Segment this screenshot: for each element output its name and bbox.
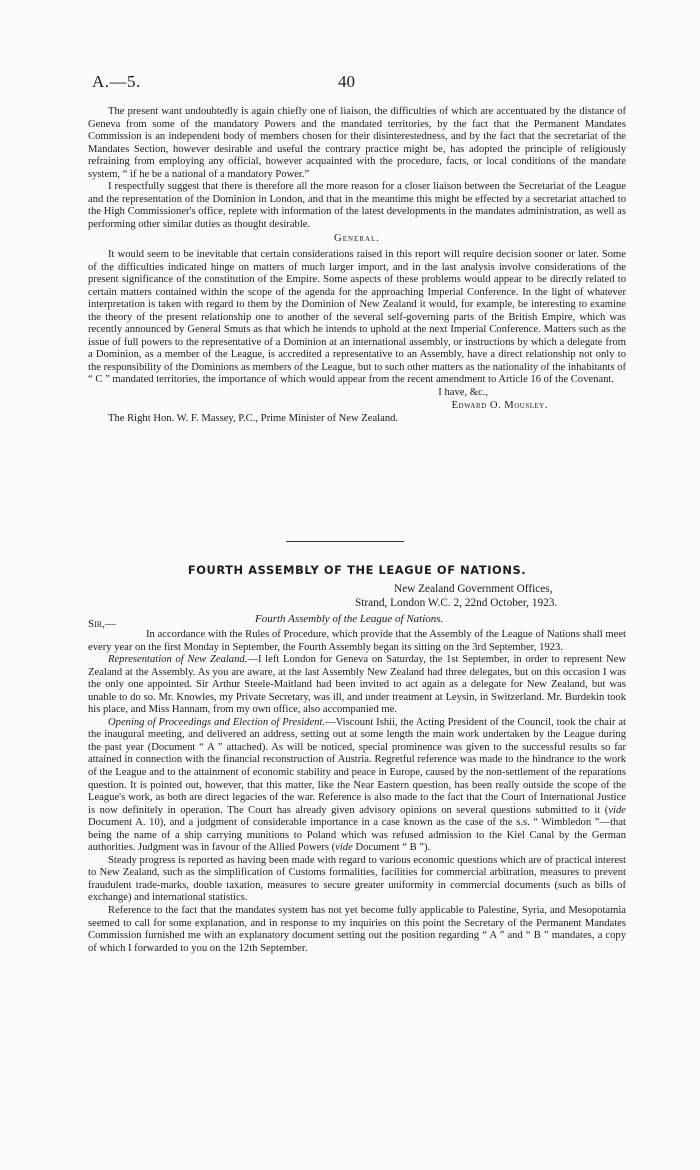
assembly-report <box>88 629 626 955</box>
subject-line: Fourth Assembly of the League of Nations. <box>255 613 444 625</box>
representation-body: —I left London for Geneva on Saturday, the 1st September, in order to represent New Zealand at the Assembly. As you are aware, at the last Assembly New Zealand had three delegates, but on this occasion I was the only one appointed. Sir Arthur Steele-Maitland had been invited to act again as a delegate for New Zealand, but was unable to do so. Mr. Knowles, my Private Secretary, was ill, and under treatment at Leysin, in Switzerland. Mr. Burdekin took his place, and Miss Hannam, from my own office, also accompanied me. <box>88 654 626 716</box>
economic-paragraph: Steady progress is reported as having been made with regard to various economic questions which are of practical interest to New Zealand, such as the simplification of Customs formalities, facilities for commercial arbitration, measures to prevent fraudulent trade-marks, double taxation, measures to secure greater uniformity in commercial documents (such as bills of exchange) and international statistics. <box>88 854 626 904</box>
sender-address <box>355 583 557 610</box>
secretariat-paragraph: I respectfully suggest that there is therefore all the more reason for a closer liaison between the Secretariat of the League and the representation of the Dominion in London, and that in the meantime this might be effected by a secretariat attached to the High Commissioner's office, replete with information of the latest developments in the mandates administration, as well as performing other similar duties as thought desirable. <box>88 181 626 230</box>
opening-paragraph <box>88 717 626 855</box>
general-paragraph: It would seem to be inevitable that certain considerations raised in this report will require decision sooner or later. Some of the difficulties indicated hinge on matters of much larger import, and in the last analysis involve considerations of the present significance of the constitution of the Empire. Some aspects of these problems would appear to be directly related to certain matters contained within the scope of the agenda for the approaching Imperial Conference. In the light of whatever interpretation is taken with regard to them by the Dominion of New Zealand it would, for example, be interesting to examine the theory of the present relationship one to another of the several self-governing parts of the British Empire, which was recently announced by General Smuts as that which he intends to uphold at the next Imperial Conference. Matters such as the issue of full powers to the representative of a Dominion at an international assembly, or instructions by which a delegate from a Dominion, as a member of the League, is accredited a representative to an Assembly, have a direct relationship not only to the responsibility of the Dominions as members of the League, but to such other matters as the nationality of the inhabitants of “ C ” mandated territories, the importance of which would appear from the recent amendment to Article 16 of the Covenant. <box>88 249 626 386</box>
signature: Edward O. Mousley. <box>451 399 548 411</box>
vide-2: vide <box>335 842 353 854</box>
closing-line: I have, &c., <box>438 387 488 399</box>
representation-paragraph <box>88 654 626 717</box>
opening-lead: Opening of Proceedings and Election of President. <box>108 716 326 728</box>
liaison-paragraph: The present want undoubtedly is again chiefly one of liaison, the difficulties of which are accentuated by the distance of Geneva from some of the mandatory Powers and the mandated territories, by the fact that the Permanent Mandates Commission is an independent body of members chosen for their disinterestedness, and by the fact that the secretariat of the Mandates Section, however desirable and useful the contrary practice might be, has adopted the principle of religiously refraining from employing any official, however acquainted with the procedure, facts, or local conditions of the mandate system, “ if he be a national of a mandatory Power.” <box>88 106 626 180</box>
document-reference: A.—5. <box>92 72 141 91</box>
address-line-1: New Zealand Government Offices, <box>394 583 553 595</box>
page-number: 40 <box>338 72 355 91</box>
opening-body-b: Document A. 10), and a judgment of considerable importance in a case known as the case of the s.s. “ Wimbledon ”—that being the name of a ship carrying munitions to Poland which was refused admission to the Kiel Canal by the German authorities. Judgment was in favour of the Allied Powers ( <box>88 817 626 854</box>
procedure-paragraph: In accordance with the Rules of Procedure, which provide that the Assembly of the League of Nations shall meet every year on the first Monday in September, the Fourth Assembly began its sitting on the 3rd September, 1923. <box>88 629 626 653</box>
report-conclusion <box>88 106 626 426</box>
addressee: The Right Hon. W. F. Massey, P.C., Prime Minister of New Zealand. <box>108 413 399 425</box>
section-divider <box>286 541 404 542</box>
representation-lead: Representation of New Zealand. <box>108 654 248 666</box>
section-title: FOURTH ASSEMBLY OF THE LEAGUE OF NATIONS. <box>187 563 527 577</box>
general-heading: General. <box>334 233 380 245</box>
opening-body-a: —Viscount Ishii, the Acting President of the Council, took the chair at the inaugural meeting, and delivered an address, setting out at some length the main work undertaken by the League during the past year (Document “ A ” attached). As will be noticed, special prominence was given to the successful results so far attained in connection with the financial reconstruction of Austria. Regretful reference was made to the hindrance to the work of the League and to the attainment of economic stability and peace in Europe, caused by the non-settlement of the reparations question. It is pointed out, however, that this matter, like the Near Eastern question, has been really outside the scope of the League's work, as both are direct legacies of the war. Reference is also made to the fact that the Court of International Justice is now definitely in operation. The Court has already given advisory opinions on several questions submitted to it ( <box>88 716 626 816</box>
vide-1: vide <box>608 804 626 816</box>
salutation: Sir,— <box>88 618 116 630</box>
mandates-paragraph: Reference to the fact that the mandates system has not yet become fully applicable to Palestine, Syria, and Mesopotamia seemed to call for some explanation, and in response to my inquiries on this point the Secretary of the Permanent Mandates Commission furnished me with an explanatory document setting out the position regarding “ A ” and “ B ” mandates, a copy of which I forwarded to you on the 12th September. <box>88 905 626 954</box>
opening-body-c: Document “ B ”). <box>352 842 431 854</box>
address-line-2: Strand, London W.C. 2, 22nd October, 1923. <box>355 596 558 609</box>
